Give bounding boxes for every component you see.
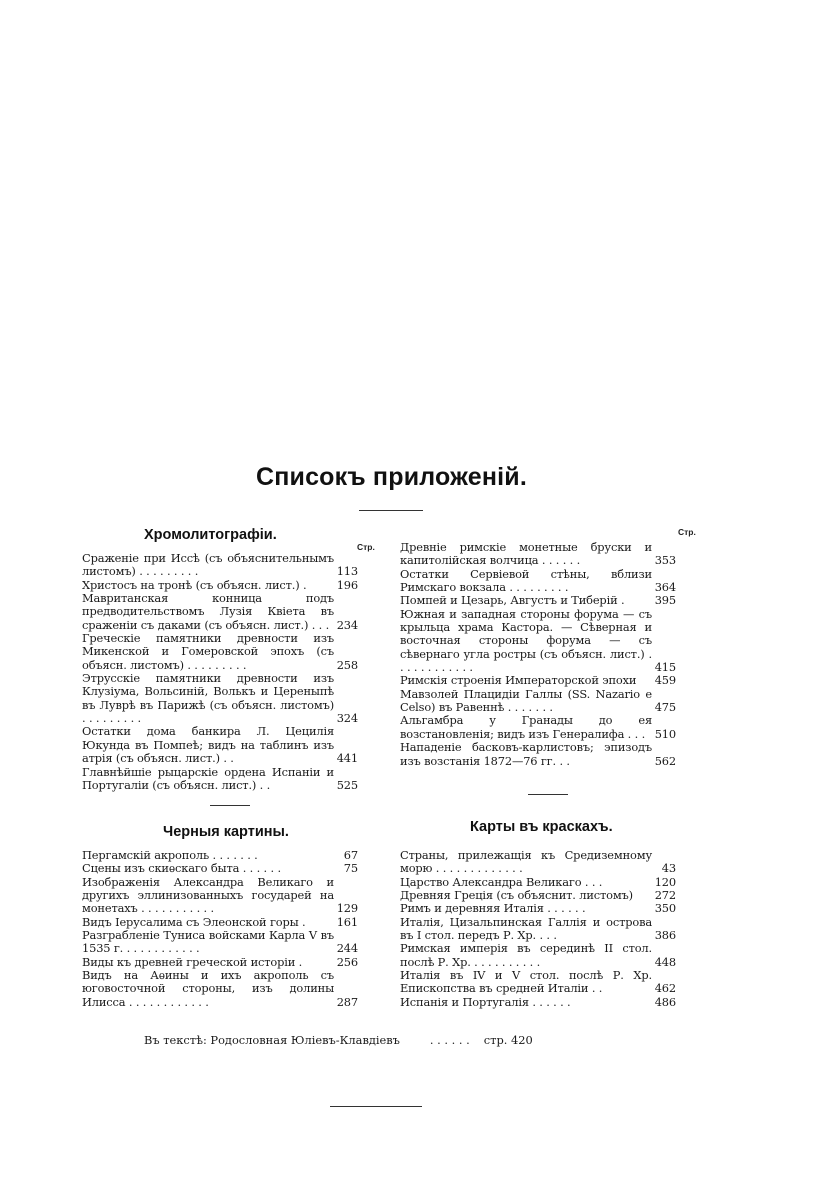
list-entry [400,969,690,996]
entry-page-number: 510 [654,726,676,741]
page-column-label: Стр. [678,527,696,537]
page-column-label: Стр. [357,542,375,552]
list-entry [82,725,372,765]
entry-page-number: 120 [654,874,676,889]
entry-title: Изображенія Александра Великаго и другихъ эллинизованныхъ государей на монетахъ . . . . . . . . . . . [82,874,334,916]
entry-page-number: 75 [343,861,358,876]
list-entry [82,552,372,579]
entry-title: Древняя Греція (съ объяснит. листомъ) [400,888,633,903]
list-entry [400,688,690,715]
entry-title: Нападеніе басковъ-карлистовъ; эпизодъ изъ возстанія 1872—76 гг. . . [400,740,652,768]
list-entry [400,568,690,595]
entry-page-number: 459 [654,673,676,688]
list-entry [82,876,372,916]
list-entry [82,579,372,592]
section-divider [210,805,250,806]
list-entry [400,889,690,902]
entry-title: Страны, прилежащія къ Средиземному морю . . . . . . . . . . . . . [400,848,652,876]
entry-page-number: 386 [654,928,676,943]
entry-title: Христосъ на тронѣ (съ объясн. лист.) . [82,577,307,592]
entry-title: Сраженіе при Иссѣ (съ объяснительнымъ листомъ) . . . . . . . . . [82,551,334,579]
entry-title: Царство Александра Великаго . . . [400,874,603,889]
entry-page-number: 287 [336,994,358,1009]
bottom-divider [330,1106,422,1107]
entry-page-number: 196 [336,577,358,592]
list-entry [82,672,372,725]
list-entry [400,594,690,607]
entry-page-number: 364 [654,580,676,595]
list-entry [400,674,690,687]
list-entry [82,592,372,632]
entry-page-number: 161 [336,914,358,929]
color-maps-list [400,849,690,1009]
section-divider [528,794,568,795]
list-entry [400,996,690,1009]
entry-page-number: 441 [336,751,358,766]
chromolithograph-list-continued [400,541,690,768]
list-entry [82,862,372,875]
entry-title: Этрусскіе памятники древности изъ Клузіума, Вольсиній, Волькъ и Цереныпѣ въ Луврѣ въ Парижѣ (съ объясн. листомъ) . . . . . . . . . [82,671,334,726]
entry-title: Римъ и деревняя Италія . . . . . . [400,901,586,916]
list-entry [400,541,690,568]
list-entry [400,849,690,876]
entry-title: Греческіе памятники древности изъ Микенской и Гомеровской эпохъ (съ объясн. листомъ) . . . . . . . . . [82,631,334,672]
list-entry [400,608,690,675]
entry-title: Испанія и Португалія . . . . . . [400,994,571,1009]
entry-page-number: 353 [654,553,676,568]
entry-page-number: 415 [654,660,676,675]
list-entry [400,902,690,915]
section-heading-black-pictures: Черныя картины. [163,824,289,840]
list-entry [400,942,690,969]
entry-title: Южная и западная стороны форума — съ крыльца храма Кастора. — Сѣверная и восточная стороны форума — съ сѣвернаго угла ростры (съ объясн. лист.) . . . . . . . . . . . . [400,606,652,675]
entry-title: Виды къ древней греческой исторіи . [82,954,303,969]
entry-page-number: 244 [336,941,358,956]
entry-title: Помпей и Цезарь, Августъ и Тиберій . [400,593,625,608]
list-entry [82,632,372,672]
in-text-note-label: Въ текстѣ: Родословная Юліевъ-Клавдіевъ [144,1033,400,1047]
entry-page-number: 129 [336,901,358,916]
entry-page-number: 448 [654,954,676,969]
page-title: Списокъ приложеній. [255,463,528,491]
entry-page-number: 525 [336,777,358,792]
entry-title: Сцены изъ скиѳскаго быта . . . . . . [82,861,281,876]
entry-page-number: 43 [661,861,676,876]
entry-title: Остатки Сервіевой стѣны, вблизи Римскаго вокзала . . . . . . . . . [400,566,652,595]
list-entry [400,876,690,889]
entry-page-number: 113 [336,564,358,579]
list-entry [400,714,690,741]
entry-page-number: 256 [336,954,358,969]
entry-title: Остатки дома банкира Л. Цецилія Юкунда въ Помпеѣ; видъ на таблинъ изъ атрія (съ объясн. лист.) . . [82,724,334,766]
entry-title: Разграбленіе Туниса войсками Карла V въ 1535 г. . . . . . . . . . . . [82,928,334,956]
entry-title: Римская имперія въ серединѣ II стол. послѣ Р. Хр. . . . . . . . . . . [400,941,652,969]
list-entry [82,916,372,929]
section-heading-color-maps: Карты въ краскахъ. [470,819,613,835]
list-entry [82,766,372,793]
entry-title: Альгамбра у Гранады до ея возстановленія; видъ изъ Генералифа . . . [400,713,652,741]
entry-title: Мавританская конница подъ предводительствомъ Лузія Квіета въ сраженіи съ даками (съ объясн. лист.) . . . [82,591,334,632]
entry-page-number: 272 [654,888,676,903]
entry-page-number: 324 [336,711,358,726]
entry-page-number: 234 [336,617,358,632]
list-entry [400,916,690,943]
leader-dots: . . . . . . [429,1033,470,1047]
list-entry [82,969,372,1009]
entry-page-number: 486 [654,994,676,1009]
in-text-note [144,1033,533,1047]
list-entry [82,929,372,956]
entry-title: Пергамскій акрополь . . . . . . . [82,848,258,862]
black-pictures-list [82,849,372,1009]
entry-title: Древніе римскіе монетные бруски и капитолійская волчица . . . . . . [400,540,652,568]
entry-title: Италія въ IV и V стол. послѣ Р. Хр. Епископства въ средней Италіи . . [400,968,652,996]
list-entry [82,849,372,862]
list-entry [400,741,690,768]
entry-title: Главнѣйшіе рыцарскіе ордена Испаніи и Португаліи (съ объясн. лист.) . . [82,764,334,792]
entry-page-number: 562 [654,753,676,768]
entry-title: Римскія строенія Императорской эпохи [400,673,637,688]
section-heading-chromolithographs: Хромолитографіи. [144,527,277,543]
in-text-page-ref: стр. 420 [483,1033,533,1047]
entry-title: Видъ Іерусалима съ Элеонской горы . [82,914,306,929]
entry-title: Мавзолей Плацидіи Галлы (SS. Nazario e Celso) въ Равеннѣ . . . . . . . [400,686,652,715]
entry-title: Видъ на Аѳины и ихъ акрополь съ юговосточной стороны, изъ долины Илисса . . . . . . . . . . . . [82,968,334,1009]
entry-page-number: 475 [654,700,676,715]
chromolithograph-list [82,552,372,792]
entry-page-number: 350 [654,901,676,916]
list-entry [82,956,372,969]
entry-page-number: 395 [654,593,676,608]
entry-page-number: 67 [343,848,358,862]
title-divider [359,510,423,511]
entry-page-number: 258 [336,657,358,672]
entry-page-number: 462 [654,981,676,996]
entry-title: Италія, Цизальпинская Галлія и острова въ I стол. передъ Р. Хр. . . . [400,914,652,943]
